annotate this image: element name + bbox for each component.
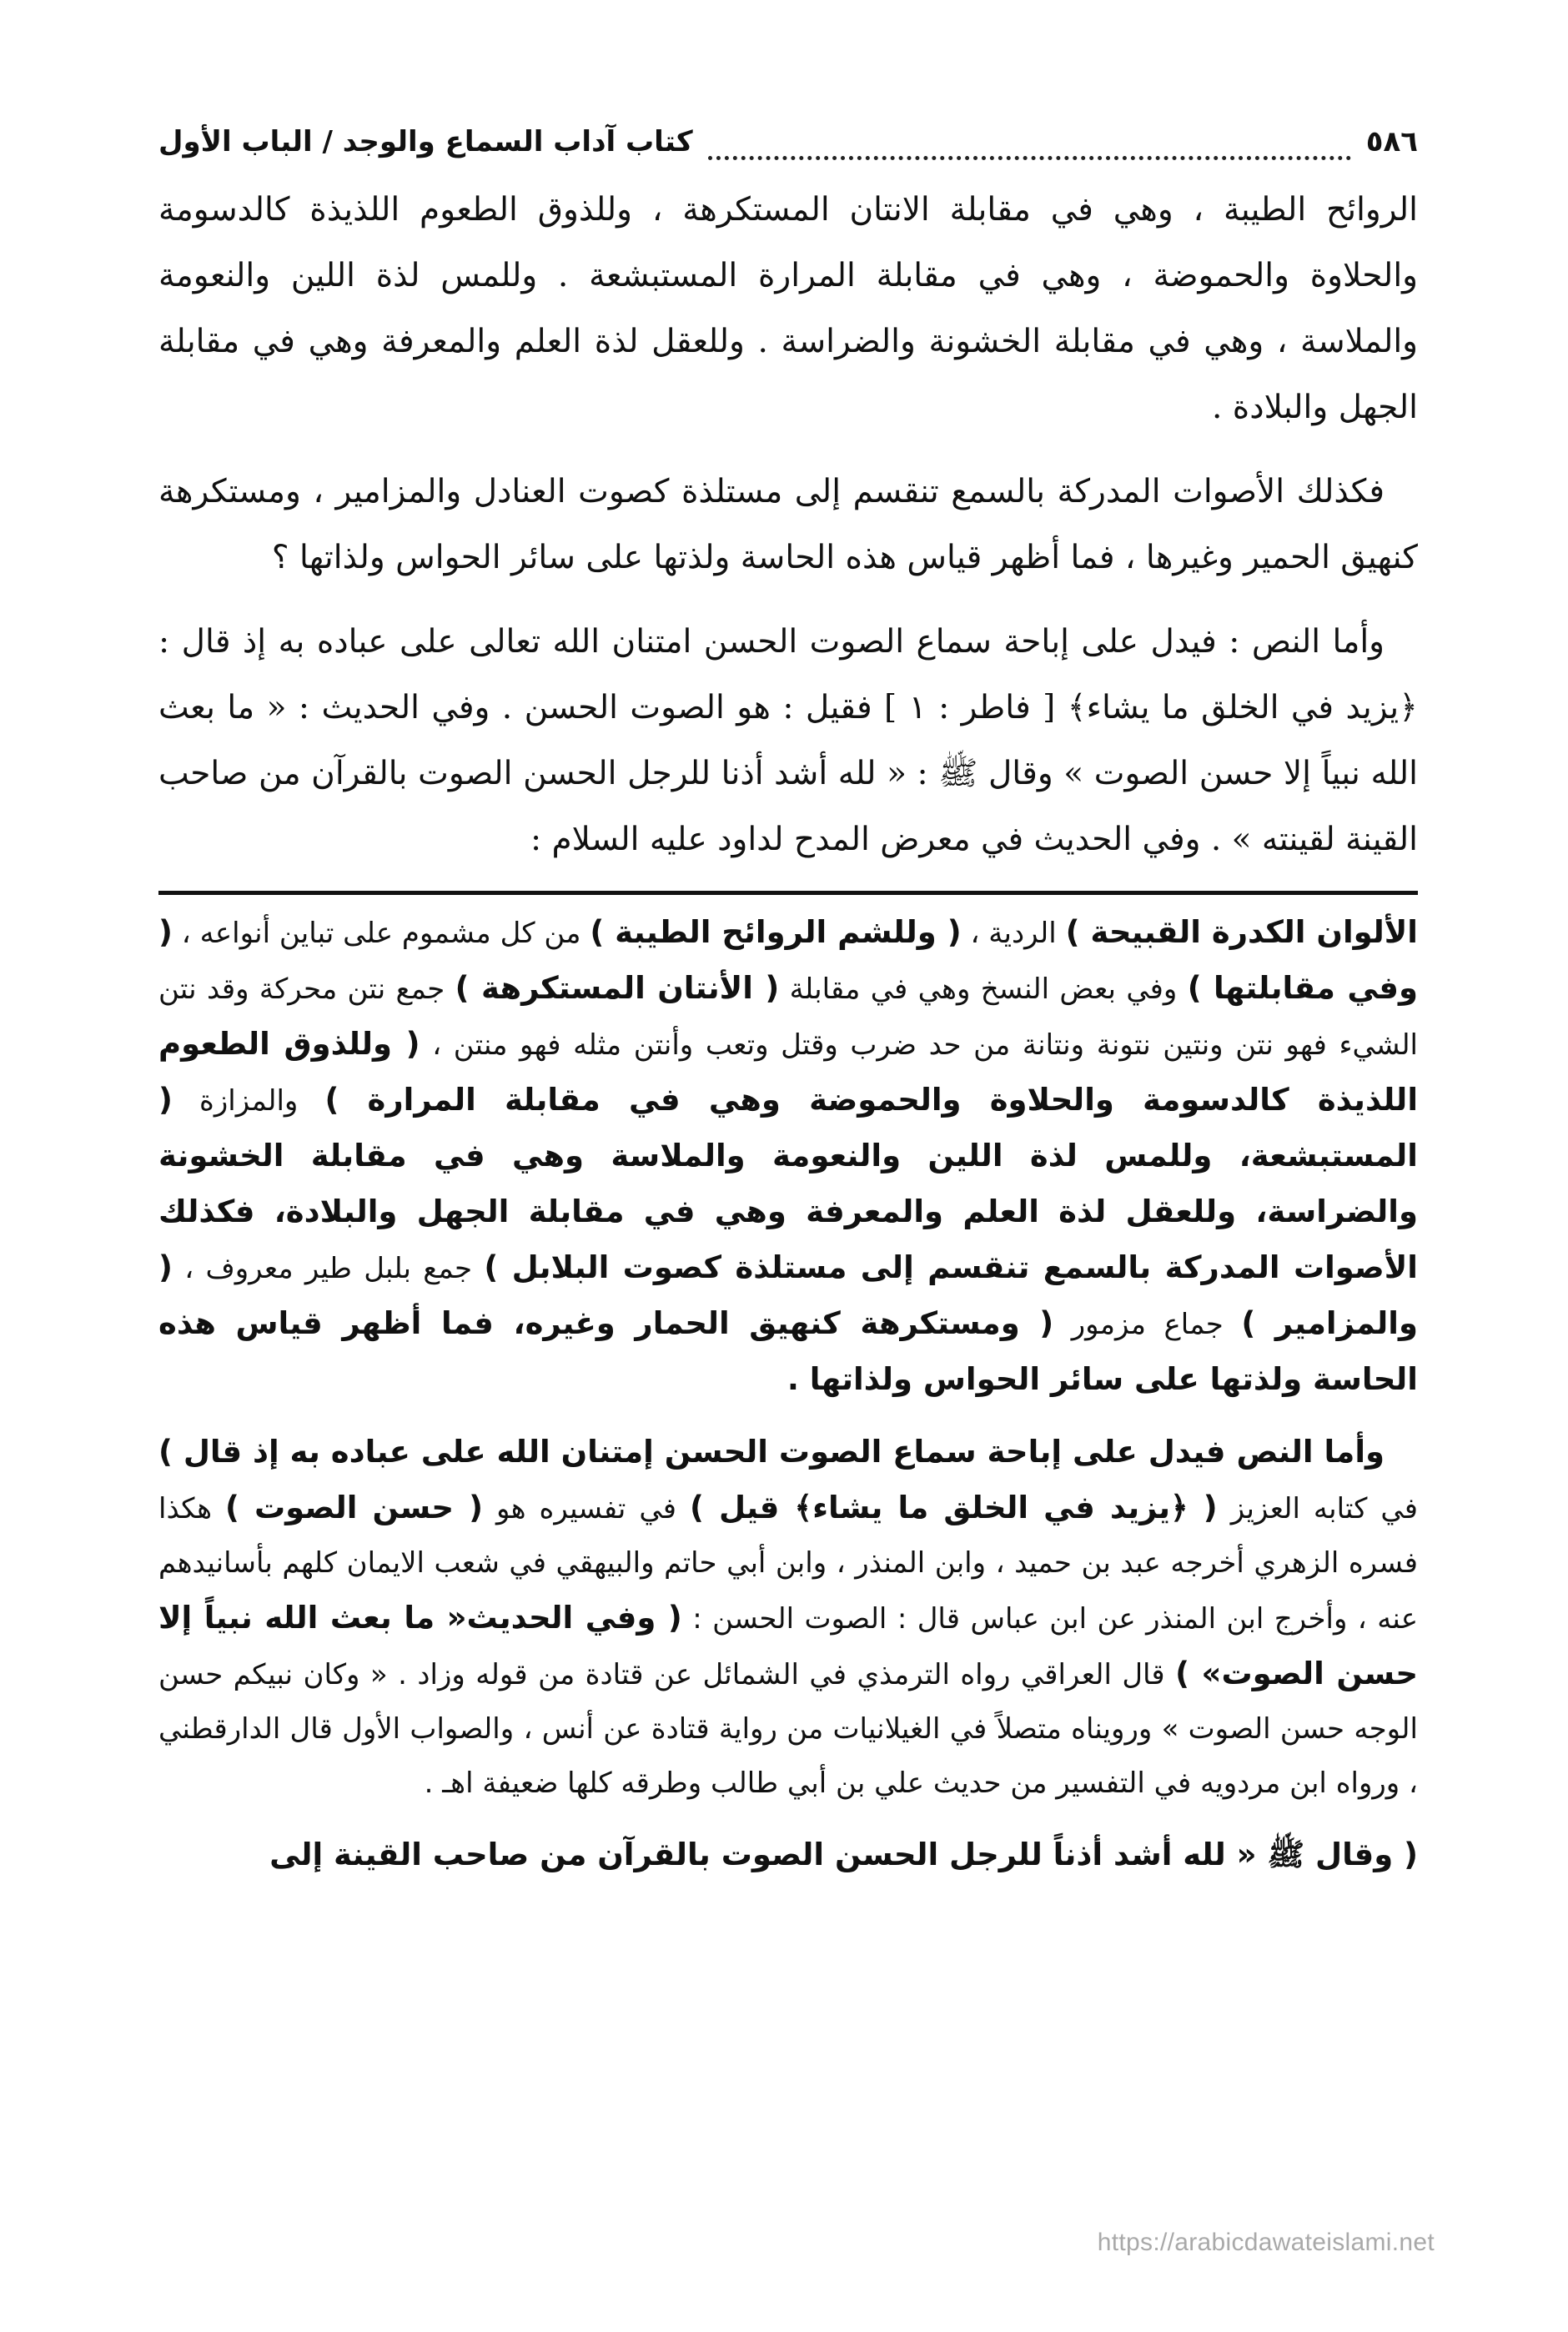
commentary-text: قال العراقي رواه الترمذي في الشمائل عن قتادة من قوله وزاد . « وكان نبيكم حسن الوجه حسن الصوت » ورويناه متصلاً في الغيلانيات من رواية قتادة عن أنس ، والصواب الأول قال الدارقطني ، ورواه ابن مردويه في التفسير من حديث علي بن أبي طالب وطرقه كلها ضعيفة اهـ . bbox=[158, 1658, 1418, 1800]
commentary-quoted-text: ( وفي مقابلتها ) bbox=[158, 914, 1418, 1006]
footnote-separator bbox=[158, 891, 1418, 895]
main-paragraph-1: الروائح الطيبة ، وهي في مقابلة الانتان المستكرهة ، وللذوق الطعوم اللذيذة كالدسومة والحلاوة والحموضة ، وهي في مقابلة المرارة المستبشعة . وللمس لذة اللين والنعومة والملاسة ، وهي في مقابلة الخشونة والضراسة . وللعقل لذة العلم والمعرفة وهي في مقابلة الجهل والبلادة . bbox=[158, 191, 1418, 426]
main-paragraph-3: وأما النص : فيدل على إباحة سماع الصوت الحسن امتنان الله تعالى على عباده به إذ قال : ﴿يزيد في الخلق ما يشاء﴾ [ فاطر : ١ ] فقيل : هو الصوت الحسن . وفي الحديث : « ما بعث الله نبياً إلا حسن الصوت » وقال ﷺ : « لله أشد أذنا للرجل الحسن الصوت بالقرآن من صاحب القينة لقينته » . وفي الحديث في معرض المدح لداود عليه السلام : bbox=[158, 623, 1419, 858]
commentary-text: جماع مزمور bbox=[1053, 1308, 1242, 1341]
commentary-quoted-text: ( ﴿يزيد في الخلق ما يشاء﴾ قيل ) bbox=[689, 1490, 1218, 1525]
book-page bbox=[158, 117, 1418, 1900]
main-paragraph-2: فكذلك الأصوات المدركة بالسمع تنقسم إلى مستلذة كصوت العنادل والمزامير ، ومستكرهة كنهيق الحمير وغيرها ، فما أظهر قياس هذه الحاسة ولذتها على سائر الحواس ولذاتها ؟ bbox=[158, 473, 1418, 576]
commentary-quoted-text: وأما النص فيدل على إباحة سماع الصوت الحسن إمتنان الله على عباده به إذ قال ) bbox=[158, 1434, 1385, 1470]
commentary-text: في تفسيره هو bbox=[483, 1492, 690, 1525]
commentary-quoted-text: ( وللشم الروائح الطيبة ) bbox=[590, 914, 962, 950]
commentary-quoted-text: ( وللذوق الطعوم اللذيذة كالدسومة والحلاوة والحموضة وهي في مقابلة المرارة ) bbox=[158, 1026, 1418, 1118]
commentary-text: والمزازة bbox=[172, 1084, 325, 1118]
commentary-quoted-text: ( والمزامير ) bbox=[158, 1249, 1418, 1341]
commentary-paragraph-2 bbox=[158, 1425, 1418, 1811]
commentary-quoted-text: ( وفي الحديث« ما بعث الله نبياً إلا حسن الصوت» ) bbox=[158, 1600, 1418, 1691]
commentary-quoted-text: ( المستبشعة، وللمس لذة اللين والنعومة والملاسة وهي في مقابلة الخشونة والضراسة، وللعقل لذة العلم والمعرفة وهي في مقابلة الجهل والبلادة، فكذلك الأصوات المدركة بالسمع تنقسم إلى مستلذة كصوت البلابل ) bbox=[158, 1082, 1418, 1285]
main-text bbox=[158, 177, 1418, 872]
commentary-quoted-text: ( ومستكرهة كنهيق الحمار وغيره، فما أظهر قياس هذه الحاسة ولذتها على سائر الحواس ولذاتها . bbox=[158, 1305, 1418, 1397]
commentary-text: هكذا فسره الزهري أخرجه عبد بن حميد ، وابن المنذر ، وابن أبي حاتم والبيهقي في شعب الايمان كلهم بأسانيدهم عنه ، وأخرج ابن المنذر عن ابن عباس قال : الصوت الحسن : bbox=[158, 1492, 1418, 1636]
commentary-quoted-text: ( حسن الصوت ) bbox=[225, 1490, 484, 1525]
watermark-url: https://arabicdawateislami.net bbox=[1097, 2229, 1435, 2256]
commentary-text: جمع بلبل طير معروف ، bbox=[172, 1252, 485, 1285]
commentary-text: من كل مشموم على تباين أنواعه ، bbox=[172, 917, 591, 950]
commentary-quoted-text: ( الأنتان المستكرهة ) bbox=[455, 970, 780, 1006]
running-title: كتاب آداب السماع والوجد / الباب الأول bbox=[158, 125, 693, 158]
commentary bbox=[158, 905, 1418, 1883]
commentary-text: جمع نتن محركة وقد نتن الشيء فهو نتن ونتين نتونة ونتانة من حد ضرب وقتل وتعب وأنتن مثله فهو منتن ، bbox=[158, 973, 1419, 1062]
commentary-quoted-text: الألوان الكدرة القبيحة ) bbox=[1065, 914, 1418, 950]
commentary-quoted-text: ( وقال ﷺ « لله أشد أذناً للرجل الحسن الصوت بالقرآن من صاحب القينة إلى bbox=[269, 1837, 1418, 1872]
commentary-paragraph-1 bbox=[158, 905, 1418, 1408]
commentary-text: في كتابه العزيز bbox=[1217, 1492, 1418, 1525]
commentary-paragraph-3 bbox=[158, 1827, 1418, 1883]
commentary-text: الردية ، bbox=[961, 917, 1066, 950]
header-dot-leader bbox=[708, 128, 1351, 160]
running-header bbox=[158, 117, 1418, 175]
commentary-text: وفي بعض النسخ وهي في مقابلة bbox=[779, 973, 1188, 1006]
page-number: ٥٨٦ bbox=[1365, 125, 1418, 158]
